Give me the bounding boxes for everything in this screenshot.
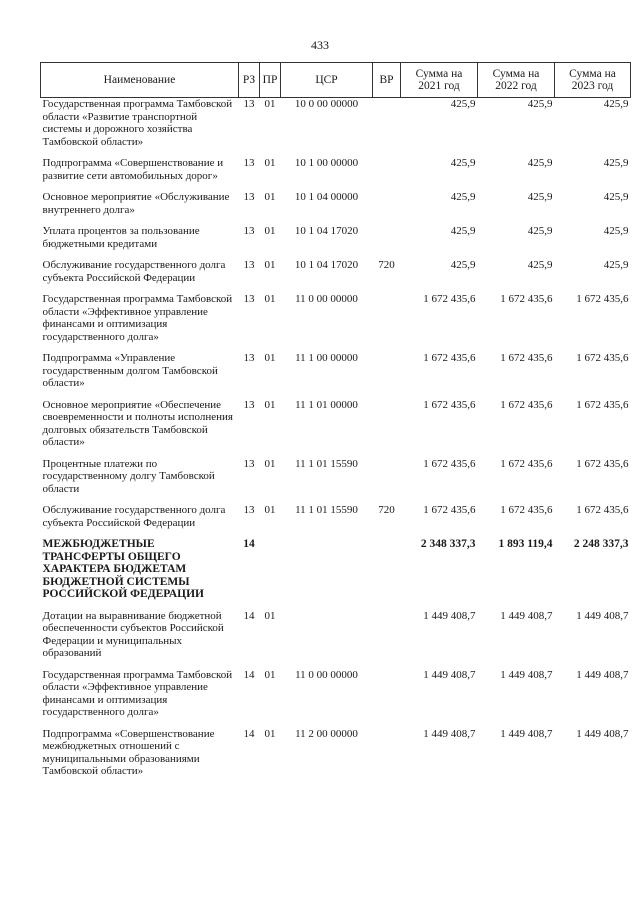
row-pr: 01 [264, 157, 276, 169]
row-name: Государственная программа Тамбовской области «Эффективное управление финансами и оптимизация государственного долга» [42, 293, 233, 343]
page-number: 433 [311, 38, 329, 52]
row-sum-2021: 1 672 435,6 [423, 457, 476, 470]
row-rz: 14 [243, 538, 255, 550]
row-sum-2022: 425,9 [527, 225, 553, 237]
row-rz: 13 [243, 98, 255, 110]
row-rz: 13 [243, 225, 255, 237]
row-rz: 13 [243, 504, 255, 516]
row-sum-2021: 425,9 [450, 191, 476, 203]
row-pr: 01 [264, 504, 276, 516]
row-sum-2023: 1 449 408,7 [576, 727, 629, 740]
table-row [41, 728, 631, 787]
row-name: Основное мероприятие «Обеспечение своевременности и полноты исполнения долговых обязательств Тамбовской области» [42, 398, 233, 448]
row-rz: 13 [243, 293, 255, 305]
row-vr [373, 225, 401, 259]
row-sum-2022: 1 672 435,6 [500, 398, 553, 411]
row-vr [373, 157, 401, 191]
row-sum-2023: 2 248 337,3 [573, 538, 629, 550]
row-name: Подпрограмма «Совершенствование и развитие сети автомобильных дорог» [42, 157, 224, 182]
row-sum-2021: 425,9 [450, 98, 476, 110]
row-sum-2022: 1 672 435,6 [500, 457, 553, 470]
row-sum-2023: 425,9 [603, 157, 629, 169]
row-rz: 14 [243, 609, 255, 622]
table-body [41, 98, 631, 787]
header-rz: РЗ [239, 63, 260, 98]
row-csr: 10 0 00 00000 [294, 98, 359, 110]
row-rz: 13 [243, 157, 255, 169]
row-sum-2023: 1 449 408,7 [576, 609, 629, 622]
row-pr: 01 [264, 609, 276, 622]
table-row [41, 669, 631, 728]
row-sum-2023: 1 449 408,7 [576, 668, 629, 681]
row-pr: 01 [264, 352, 276, 364]
row-csr: 10 1 00 00000 [294, 157, 359, 169]
row-vr [373, 98, 401, 158]
row-csr: 10 1 04 17020 [294, 259, 359, 271]
row-sum-2023: 1 672 435,6 [576, 293, 629, 305]
row-sum-2022: 425,9 [527, 157, 553, 169]
header-name: Наименование [41, 63, 239, 98]
row-vr [373, 669, 401, 728]
row-sum-2021: 1 672 435,6 [423, 293, 476, 305]
table-row [41, 610, 631, 669]
row-sum-2021: 1 449 408,7 [423, 609, 476, 622]
row-name: Дотации на выравнивание бюджетной обеспеченности субъектов Российской Федерации и муниципальных образований [42, 609, 224, 659]
row-csr: 11 0 00 00000 [295, 293, 358, 305]
table-row [41, 157, 631, 191]
row-sum-2023: 1 672 435,6 [576, 504, 629, 516]
table-header [41, 63, 631, 98]
row-csr: 10 1 04 17020 [294, 225, 359, 237]
row-pr: 01 [264, 98, 276, 110]
row-name: Государственная программа Тамбовской области «Развитие транспортной системы и дорожного хозяйства Тамбовской области» [42, 98, 233, 148]
row-name: Основное мероприятие «Обслуживание внутреннего долга» [42, 191, 230, 216]
table-row [41, 399, 631, 458]
row-name: Подпрограмма «Управление государственным долгом Тамбовской области» [42, 352, 218, 389]
row-csr: 10 1 04 00000 [294, 191, 359, 203]
row-sum-2021: 425,9 [450, 259, 476, 271]
row-csr [281, 610, 373, 669]
row-name: МЕЖБЮДЖЕТНЫЕ ТРАНСФЕРТЫ ОБЩЕГО ХАРАКТЕРА БЮДЖЕТАМ БЮДЖЕТНОЙ СИСТЕМЫ РОССИЙСКОЙ ФЕДЕРАЦИИ [42, 538, 204, 600]
row-sum-2021: 1 449 408,7 [423, 727, 476, 740]
row-rz: 14 [243, 668, 255, 681]
row-sum-2021: 1 672 435,6 [423, 398, 476, 411]
row-sum-2021: 1 672 435,6 [423, 352, 476, 364]
row-name: Процентные платежи по государственному долгу Тамбовской области [42, 457, 215, 495]
row-rz: 14 [243, 727, 255, 740]
row-sum-2022: 1 449 408,7 [500, 727, 553, 740]
row-name: Подпрограмма «Совершенствование межбюджетных отношений с муниципальными образованиями Тамбовской области» [42, 727, 215, 777]
row-pr: 01 [264, 398, 276, 411]
row-csr: 11 1 01 15590 [295, 457, 358, 470]
row-rz: 13 [243, 191, 255, 203]
table-row [41, 293, 631, 352]
header-vr: ВР [373, 63, 401, 98]
row-sum-2023: 1 672 435,6 [576, 457, 629, 470]
row-csr: 11 1 01 00000 [295, 398, 358, 411]
row-pr: 01 [264, 457, 276, 470]
table-row [41, 458, 631, 505]
row-vr [373, 399, 401, 458]
row-rz: 13 [243, 352, 255, 364]
row-vr [373, 352, 401, 399]
row-sum-2021: 425,9 [450, 225, 476, 237]
row-sum-2023: 425,9 [603, 259, 629, 271]
row-sum-2022: 425,9 [527, 98, 553, 110]
row-csr: 11 0 00 00000 [295, 668, 358, 681]
row-csr [281, 538, 373, 610]
header-sum-2021: Сумма на 2021 год [401, 63, 478, 98]
row-vr [373, 728, 401, 787]
row-sum-2021: 2 348 337,3 [420, 538, 476, 550]
header-csr: ЦСР [281, 63, 373, 98]
row-sum-2022: 1 893 119,4 [498, 538, 553, 550]
header-pr: ПР [260, 63, 281, 98]
row-pr: 01 [264, 293, 276, 305]
table-row [41, 504, 631, 538]
table-row [41, 538, 631, 610]
row-pr: 01 [264, 668, 276, 681]
row-pr: 01 [264, 225, 276, 237]
row-sum-2023: 425,9 [603, 225, 629, 237]
row-name: Обслуживание государственного долга субъекта Российской Федерации [42, 504, 226, 529]
row-sum-2022: 1 672 435,6 [500, 352, 553, 364]
row-rz: 13 [243, 457, 255, 470]
budget-table [40, 62, 631, 787]
row-sum-2022: 1 449 408,7 [500, 668, 553, 681]
table-row [41, 191, 631, 225]
row-sum-2023: 425,9 [603, 191, 629, 203]
row-sum-2021: 1 672 435,6 [423, 504, 476, 516]
row-vr [373, 458, 401, 505]
table-row [41, 98, 631, 158]
row-sum-2021: 1 449 408,7 [423, 668, 476, 681]
row-vr [373, 610, 401, 669]
row-vr: 720 [378, 504, 395, 516]
row-sum-2022: 425,9 [527, 259, 553, 271]
table-row [41, 352, 631, 399]
row-vr [373, 191, 401, 225]
row-sum-2022: 1 672 435,6 [500, 504, 553, 516]
row-vr [373, 293, 401, 352]
row-sum-2022: 425,9 [527, 191, 553, 203]
row-sum-2022: 1 672 435,6 [500, 293, 553, 305]
row-rz: 13 [243, 398, 255, 411]
row-sum-2022: 1 449 408,7 [500, 609, 553, 622]
row-name: Уплата процентов за пользование бюджетными кредитами [42, 225, 200, 250]
row-csr: 11 1 00 00000 [295, 352, 358, 364]
header-sum-2023: Сумма на 2023 год [555, 63, 631, 98]
row-csr: 11 2 00 00000 [295, 727, 358, 740]
row-vr [373, 538, 401, 610]
row-pr [260, 538, 281, 610]
row-rz: 13 [243, 259, 255, 271]
header-sum-2022: Сумма на 2022 год [478, 63, 555, 98]
row-sum-2023: 1 672 435,6 [576, 398, 629, 411]
row-name: Государственная программа Тамбовской области «Эффективное управление финансами и оптимизация государственного долга» [42, 668, 233, 718]
table-row [41, 259, 631, 293]
row-vr: 720 [378, 259, 395, 271]
table-row [41, 225, 631, 259]
row-sum-2021: 425,9 [450, 157, 476, 169]
row-pr: 01 [264, 727, 276, 740]
row-name: Обслуживание государственного долга субъекта Российской Федерации [42, 259, 226, 284]
row-sum-2023: 425,9 [603, 98, 629, 110]
row-csr: 11 1 01 15590 [295, 504, 358, 516]
row-pr: 01 [264, 259, 276, 271]
row-sum-2023: 1 672 435,6 [576, 352, 629, 364]
row-pr: 01 [264, 191, 276, 203]
